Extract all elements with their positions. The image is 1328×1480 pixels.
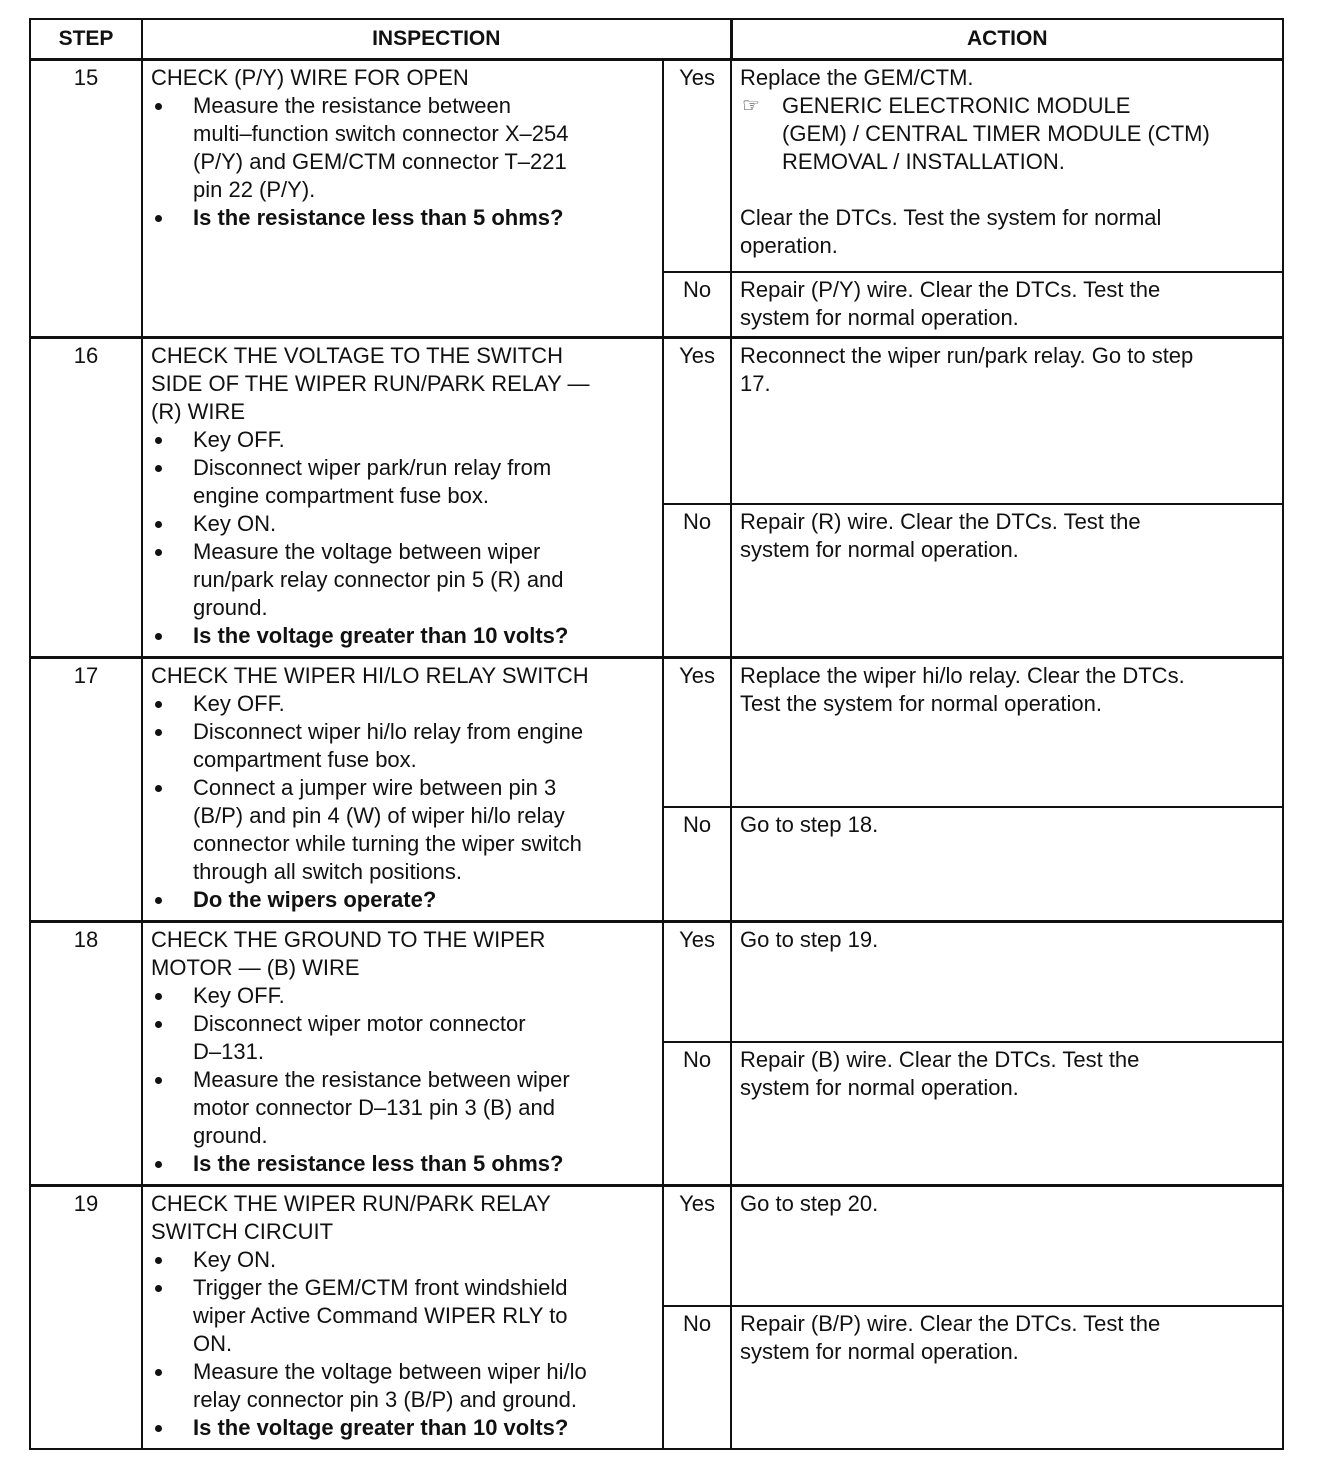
bullet-text-line: (B/P) and pin 4 (W) of wiper hi/lo relay [193, 803, 565, 828]
inspection-bullet [151, 92, 656, 204]
inspection-bullet [151, 1358, 656, 1414]
inspection-cell [142, 658, 663, 922]
inspection-bullet [151, 1010, 656, 1066]
bullet-text-line: Key ON. [193, 1247, 277, 1272]
answer-yes: Yes [663, 1186, 731, 1307]
step-row-yes [30, 1186, 1283, 1307]
inspection-title: (R) WIRE [151, 399, 246, 424]
bullet-text-line: compartment fuse box. [193, 747, 417, 772]
bullet-text-line: through all switch positions. [193, 859, 463, 884]
step-number: 19 [30, 1186, 142, 1450]
action-text-line: Test the system for normal operation. [740, 691, 1102, 716]
action-text-line: Repair (B/P) wire. Clear the DTCs. Test the [740, 1311, 1161, 1336]
bullet-text-line: Trigger the GEM/CTM front windshield [193, 1275, 568, 1300]
action-text-line: Go to step 20. [740, 1191, 879, 1216]
bullet-text-line: multi–function switch connector X–254 [193, 121, 569, 146]
step-row-yes [30, 338, 1283, 505]
inspection-bullet [151, 426, 656, 454]
action-text-line: Replace the wiper hi/lo relay. Clear the DTCs. [740, 663, 1185, 688]
action-no [731, 272, 1283, 338]
action-text-line: Replace the GEM/CTM. [740, 65, 974, 90]
answer-yes: Yes [663, 922, 731, 1043]
bullet-text-line: Disconnect wiper hi/lo relay from engine [193, 719, 584, 744]
bullet-text-line: Is the resistance less than 5 ohms? [193, 205, 564, 230]
bullet-text-line: engine compartment fuse box. [193, 483, 489, 508]
inspection-question [151, 622, 656, 650]
bullet-text-line: Key OFF. [193, 983, 285, 1008]
bullet-text-line: Connect a jumper wire between pin 3 [193, 775, 557, 800]
header-step: STEP [30, 19, 142, 60]
bullet-text-line: ground. [193, 595, 268, 620]
bullet-text-line: Is the voltage greater than 10 volts? [193, 1415, 569, 1440]
inspection-bullet [151, 454, 656, 510]
inspection-bullet [151, 982, 656, 1010]
action-no [731, 1306, 1283, 1449]
inspection-cell [142, 922, 663, 1186]
bullet-text-line: Disconnect wiper park/run relay from [193, 455, 552, 480]
inspection-question [151, 1414, 656, 1442]
bullet-text-line: Measure the voltage between wiper [193, 539, 541, 564]
action-yes [731, 658, 1283, 808]
inspection-bullet [151, 510, 656, 538]
header-row [30, 19, 1283, 60]
bullet-text-line: D–131. [193, 1039, 264, 1064]
action-no [731, 807, 1283, 922]
action-no [731, 1042, 1283, 1186]
bullet-text-line: Key ON. [193, 511, 277, 536]
answer-no: No [663, 1306, 731, 1449]
action-text-line: system for normal operation. [740, 305, 1019, 330]
bullet-text-line: Measure the voltage between wiper hi/lo [193, 1359, 587, 1384]
bullet-text-line: Is the voltage greater than 10 volts? [193, 623, 569, 648]
inspection-title: MOTOR — (B) WIRE [151, 955, 360, 980]
reference-text-line: (GEM) / CENTRAL TIMER MODULE (CTM) [782, 121, 1210, 146]
reference-text-line: GENERIC ELECTRONIC MODULE [782, 93, 1131, 118]
step-number: 17 [30, 658, 142, 922]
header-action: ACTION [731, 19, 1283, 60]
inspection-title: CHECK THE WIPER RUN/PARK RELAY [151, 1191, 551, 1216]
inspection-bullet [151, 1066, 656, 1150]
pointing-hand-icon: ☞ [742, 95, 760, 117]
action-text-line: Repair (B) wire. Clear the DTCs. Test the [740, 1047, 1140, 1072]
step-number: 16 [30, 338, 142, 658]
inspection-cell [142, 338, 663, 658]
bullet-text-line: run/park relay connector pin 5 (R) and [193, 567, 564, 592]
bullet-text-line: (P/Y) and GEM/CTM connector T–221 [193, 149, 567, 174]
bullet-text-line: Measure the resistance between wiper [193, 1067, 570, 1092]
bullet-text-line: ON. [193, 1331, 233, 1356]
inspection-bullet [151, 538, 656, 622]
bullet-text-line: Key OFF. [193, 427, 285, 452]
inspection-question [151, 204, 656, 232]
header-inspection: INSPECTION [142, 19, 731, 60]
step-number: 15 [30, 60, 142, 338]
bullet-text-line: Key OFF. [193, 691, 285, 716]
inspection-title: SWITCH CIRCUIT [151, 1219, 334, 1244]
inspection-title: CHECK THE WIPER HI/LO RELAY SWITCH [151, 663, 589, 688]
action-text-line: system for normal operation. [740, 537, 1019, 562]
action-yes [731, 1186, 1283, 1307]
answer-yes: Yes [663, 338, 731, 505]
action-text-line: Clear the DTCs. Test the system for normal [740, 205, 1162, 230]
bullet-text-line: motor connector D–131 pin 3 (B) and [193, 1095, 555, 1120]
inspection-bullet [151, 1274, 656, 1358]
bullet-text-line: relay connector pin 3 (B/P) and ground. [193, 1387, 578, 1412]
answer-no: No [663, 272, 731, 338]
action-text-line: system for normal operation. [740, 1075, 1019, 1100]
action-text-line: Go to step 19. [740, 927, 879, 952]
inspection-cell [142, 1186, 663, 1450]
inspection-cell [142, 60, 663, 338]
bullet-text-line: Disconnect wiper motor connector [193, 1011, 526, 1036]
answer-no: No [663, 1042, 731, 1186]
action-no [731, 504, 1283, 658]
step-number: 18 [30, 922, 142, 1186]
inspection-title: CHECK (P/Y) WIRE FOR OPEN [151, 65, 469, 90]
inspection-question [151, 1150, 656, 1178]
diagnostic-table [29, 18, 1284, 1450]
spacer [740, 176, 1274, 204]
action-text-line: system for normal operation. [740, 1339, 1019, 1364]
inspection-bullet [151, 690, 656, 718]
answer-yes: Yes [663, 658, 731, 808]
inspection-bullet [151, 1246, 656, 1274]
action-text-line: operation. [740, 233, 838, 258]
answer-no: No [663, 504, 731, 658]
answer-no: No [663, 807, 731, 922]
action-text-line: Go to step 18. [740, 812, 879, 837]
inspection-title: CHECK THE GROUND TO THE WIPER [151, 927, 546, 952]
bullet-text-line: ground. [193, 1123, 268, 1148]
bullet-text-line: Do the wipers operate? [193, 887, 437, 912]
bullet-text-line: connector while turning the wiper switch [193, 831, 582, 856]
action-text-line: Repair (P/Y) wire. Clear the DTCs. Test the [740, 277, 1161, 302]
inspection-title: SIDE OF THE WIPER RUN/PARK RELAY — [151, 371, 590, 396]
inspection-title: CHECK THE VOLTAGE TO THE SWITCH [151, 343, 563, 368]
action-yes [731, 60, 1283, 273]
bullet-text-line: Is the resistance less than 5 ohms? [193, 1151, 564, 1176]
reference-block [740, 92, 1274, 176]
step-row-yes [30, 658, 1283, 808]
action-text-line: Repair (R) wire. Clear the DTCs. Test the [740, 509, 1141, 534]
bullet-text-line: wiper Active Command WIPER RLY to [193, 1303, 568, 1328]
action-yes [731, 338, 1283, 505]
action-text-line: Reconnect the wiper run/park relay. Go to step [740, 343, 1194, 368]
reference-text-line: REMOVAL / INSTALLATION. [782, 149, 1065, 174]
bullet-text-line: pin 22 (P/Y). [193, 177, 316, 202]
inspection-question [151, 886, 656, 914]
step-row-yes [30, 922, 1283, 1043]
action-yes [731, 922, 1283, 1043]
inspection-bullet [151, 718, 656, 774]
answer-yes: Yes [663, 60, 731, 273]
step-row-yes [30, 60, 1283, 273]
bullet-text-line: Measure the resistance between [193, 93, 511, 118]
action-text-line: 17. [740, 371, 771, 396]
inspection-bullet [151, 774, 656, 886]
